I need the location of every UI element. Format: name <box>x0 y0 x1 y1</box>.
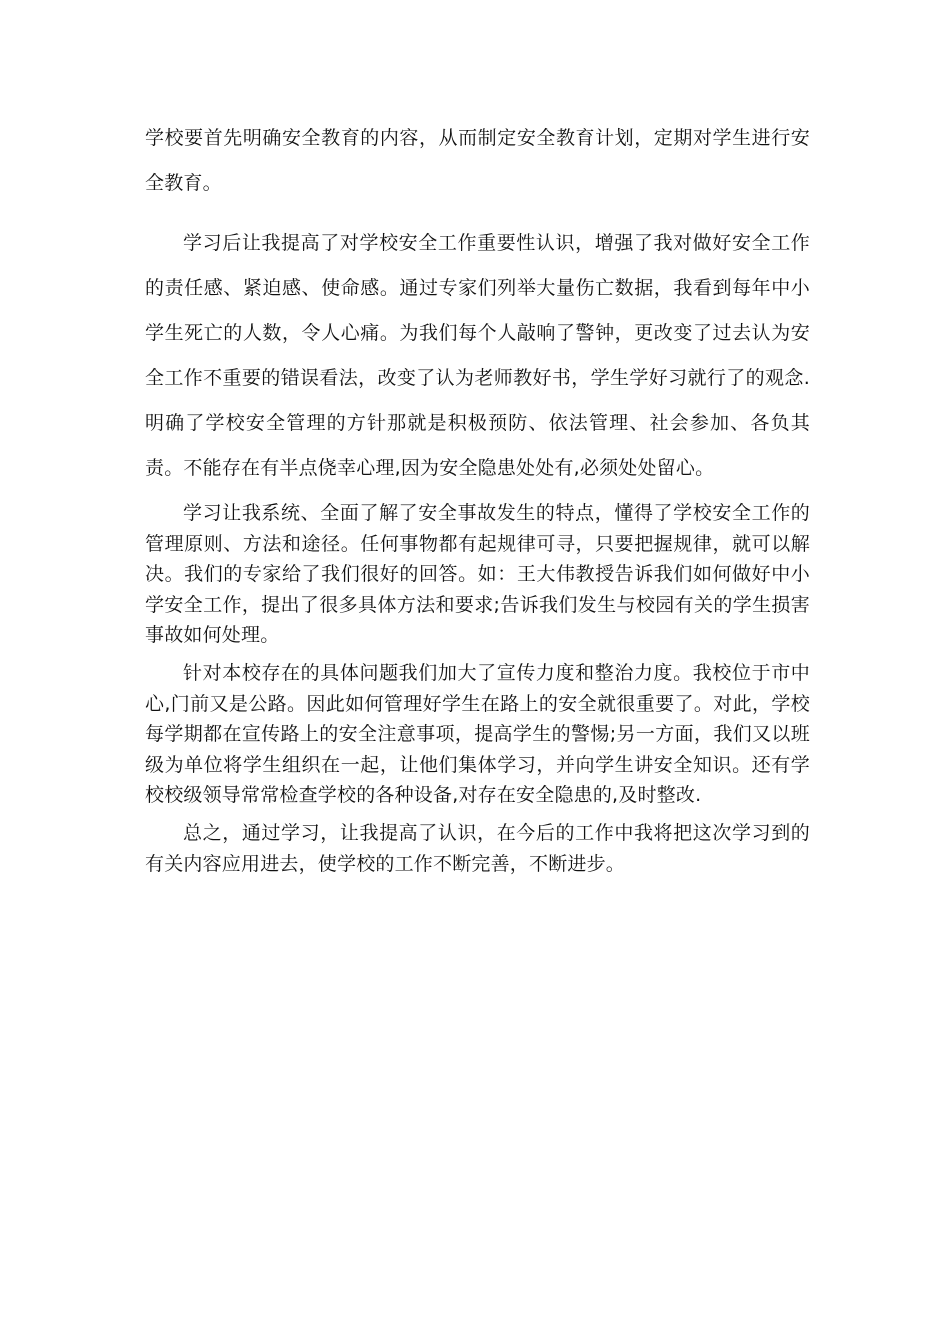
paragraph-2: 学习后让我提高了对学校安全工作重要性认识，增强了我对做好安全工作的责任感、紧迫感、使命感。通过专家们列举大量伤亡数据，我看到每年中小学生死亡的人数，令人心痛。为我们每个人敲响了警钟，更改变了过去认为安全工作不重要的错误看法，改变了认为老师教好书，学生学好习就行了的观念.明确了学校安全管理的方针那就是积极预防、依法管理、社会参加、各负其责。不能存在有半点侥幸心理,因为安全隐患处处有,必须处处留心。 <box>145 232 810 479</box>
paragraph-3: 学习让我系统、全面了解了安全事故发生的特点，懂得了学校安全工作的管理原则、方法和途径。任何事物都有起规律可寻，只要把握规律，就可以解决。我们的专家给了我们很好的回答。如：王大伟教授告诉我们如何做好中小学安全工作，提出了很多具体方法和要求;告诉我们发生与校园有关的学生损害事故如何处理。 <box>145 502 810 646</box>
paragraph-4: 针对本校存在的具体问题我们加大了宣传力度和整治力度。我校位于市中心,门前又是公路。因此如何管理好学生在路上的安全就很重要了。对此，学校每学期都在宣传路上的安全注意事项，提高学生的警惕;另一方面，我们又以班级为单位将学生组织在一起，让他们集体学习，并向学生讲安全知识。还有学校校级领导常常检查学校的各种设备,对存在安全隐患的,及时整改. <box>145 662 810 806</box>
paragraph-5: 总之，通过学习，让我提高了认识，在今后的工作中我将把这次学习到的有关内容应用进去，使学校的工作不断完善，不断进步。 <box>145 822 810 875</box>
paragraph-1: 学校要首先明确安全教育的内容，从而制定安全教育计划，定期对学生进行安全教育。 <box>145 127 810 194</box>
